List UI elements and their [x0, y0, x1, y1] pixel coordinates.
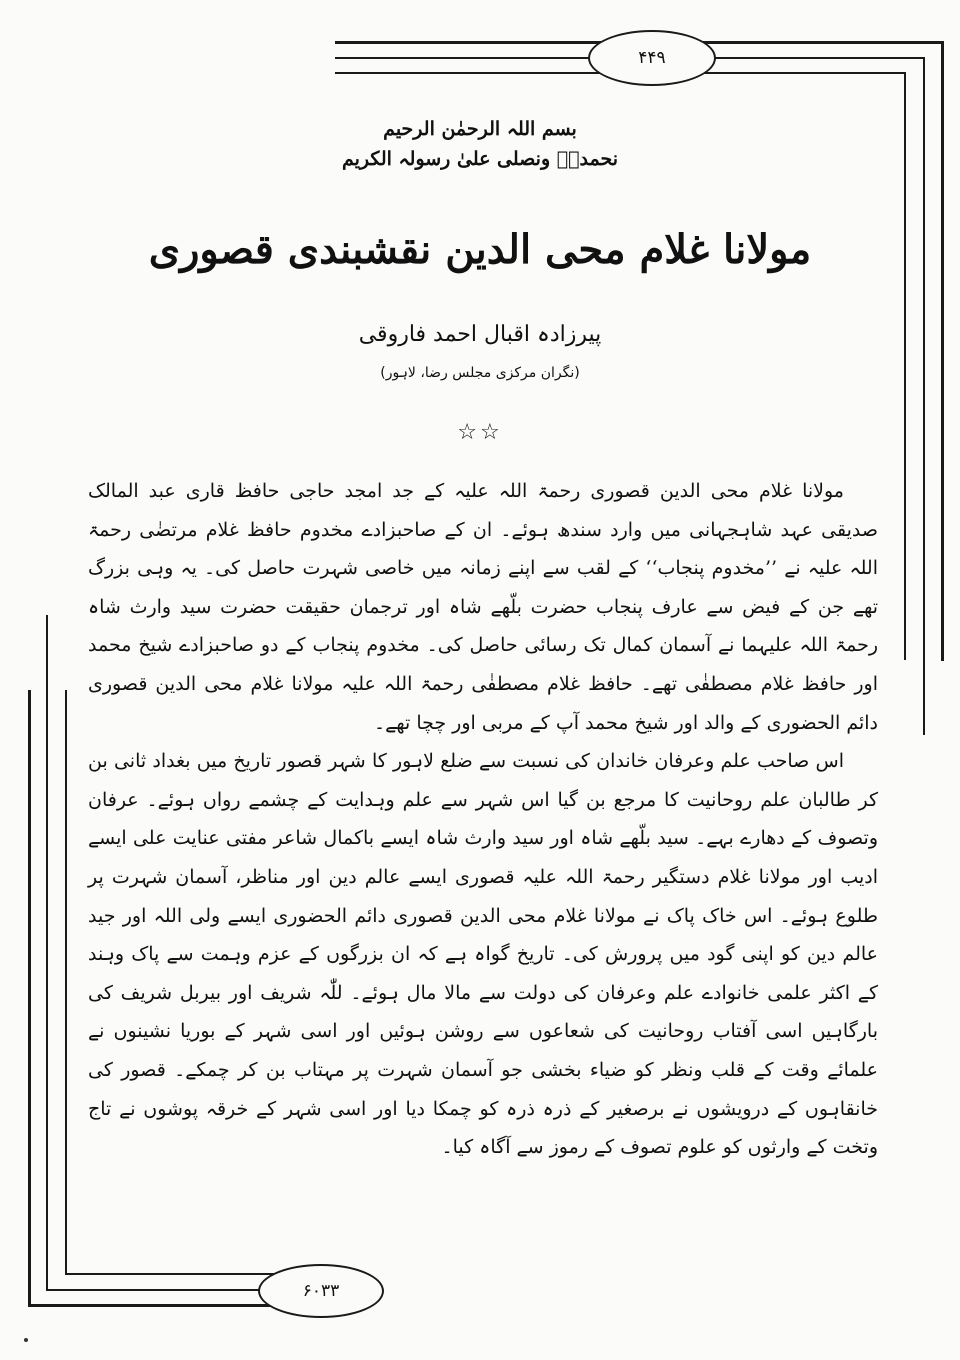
- star-ornament-icon: ☆☆: [457, 420, 503, 445]
- scan-speck: [24, 1338, 28, 1342]
- frame-left-inner-line: [65, 690, 67, 1275]
- footer-number-badge: [258, 1264, 384, 1318]
- footer-number: ۶۰۳۳: [302, 1281, 340, 1301]
- article-body: [88, 472, 878, 1167]
- article-title: مولانا غلام محی الدین نقشبندی قصوری: [148, 226, 812, 273]
- frame-bottom-outer-line: [28, 1304, 278, 1307]
- basmala: بسم اللہ الرحمٰن الرحیم: [383, 118, 577, 140]
- frame-bottom-middle-line: [46, 1289, 278, 1291]
- frame-left-middle-line: [46, 615, 48, 1291]
- page-number: ۴۴۹: [638, 48, 666, 68]
- author-affiliation: (نگران مرکزی مجلس رضا، لاہور): [380, 365, 580, 381]
- paragraph: مولانا غلام محی الدین قصوری رحمۃ اللہ علیہ کے جد امجد حاجی حافظ قاری عبد المالک صدیقی عہد شاہجہانی میں وارد سندھ ہوئے۔ ان کے صاحبزادے مخدوم حافظ غلام مرتضٰی رحمۃ اللہ علیہ نے ’’مخدوم پنجاب‘‘ کے لقب سے اپنے زمانہ میں خاصی شہرت حاصل کی۔ یہ وہی بزرگ تھے جن کے فیض سے عارف پنجاب حضرت بلّھے شاہ اور ترجمان حقیقت حضرت سید وارث شاہ رحمۃ اللہ علیہما نے آسمان کمال تک رسائی حاصل کی۔ مخدوم پنجاب کے دو صاحبزادے شیخ محمد اور حافظ غلام مصطفٰی تھے۔ حافظ غلام مصطفٰی رحمۃ اللہ علیہ مولانا غلام محی الدین قصوری دائم الحضوری کے والد اور شیخ محمد آپ کے مربی اور چچا تھے۔: [88, 480, 878, 734]
- hamd-line: نحمدہٗ ونصلی علیٰ رسولہ الکریم: [341, 148, 619, 170]
- article-author: پیرزادہ اقبال احمد فاروقی: [358, 322, 602, 347]
- paragraph: اس صاحب علم وعرفان خاندان کی نسبت سے ضلع لاہور کا شہر قصور تاریخ میں بغداد ثانی بن کر طالبان علم روحانیت کا مرجع بن گیا اس شہر سے علم وہدایت کے چشمے رواں ہوئے۔ عرفان وتصوف کے دھارے بہے۔ سید بلّھے شاہ اور سید وارث شاہ ایسے باکمال شاعر مفتی عنایت علی ایسے ادیب اور مولانا غلام دستگیر رحمۃ اللہ علیہ قصوری ایسے عالم دین اور مناظر، آسمان شہرت پر طلوع ہوئے۔ اس خاک پاک نے مولانا غلام محی الدین قصوری دائم الحضوری ایسے ولی اللہ اور جید عالم دین کو اپنی گود میں پرورش کی۔ تاریخ گواہ ہے کہ ان بزرگوں کے عزم وہمت سے پاک وہند کے اکثر علمی خانوادے علم وعرفان کی دولت سے مالا مال ہوئے۔ للّٰہ شریف اور بیربل شریف کی بارگاہیں اسی آفتاب روحانیت کی شعاعوں سے روشن ہوئیں اور اسی شہر کے بوریا نشینوں نے علمائے وقت کے قلب ونظر کو ضیاء بخشی جو آسمان شہرت پر مہتاب بن کر چمکے۔ قصور کی خانقاہوں کے درویشوں نے برصغیر کے ذرہ ذرہ کو چمکا دیا اور اسی شہر کے خرقہ پوشوں نے تاج وتخت کے وارثوں کو علوم تصوف کے رموز سے آگاہ کیا۔: [88, 750, 878, 1159]
- page-number-badge: [588, 30, 716, 86]
- frame-bottom-inner-line: [65, 1273, 278, 1275]
- frame-left-outer-line: [28, 690, 31, 1307]
